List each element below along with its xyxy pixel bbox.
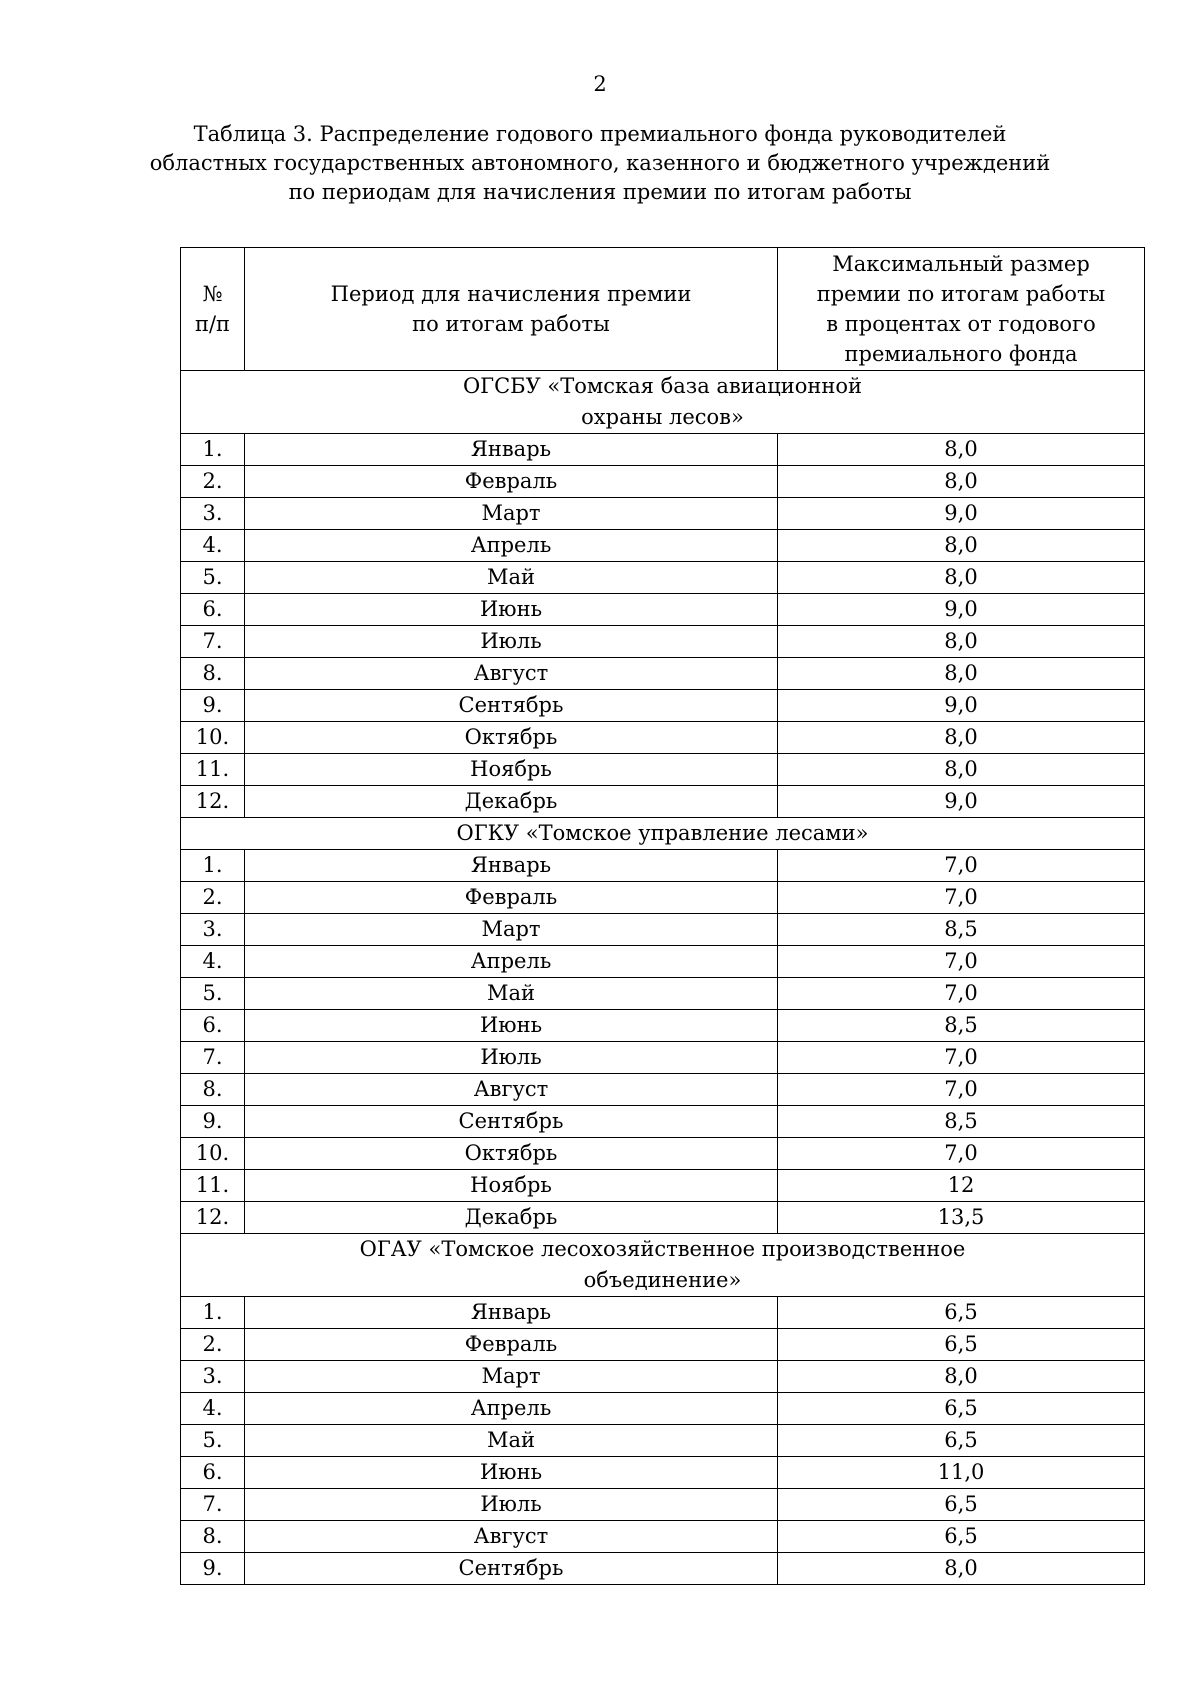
row-max-percent: 8,0 [778,434,1145,466]
header-max-line: премиального фонда [844,342,1078,366]
row-period: Декабрь [245,786,778,818]
header-period-line: по итогам работы [412,312,610,336]
table-row [181,690,1145,722]
table-row [181,1521,1145,1553]
row-period: Май [245,978,778,1010]
row-number: 3. [181,1361,245,1393]
row-max-percent: 8,0 [778,466,1145,498]
table-row [181,626,1145,658]
header-max-line: в процентах от годового [826,312,1096,336]
row-number: 9. [181,690,245,722]
row-period: Май [245,562,778,594]
row-number: 5. [181,562,245,594]
row-max-percent: 7,0 [778,978,1145,1010]
row-max-percent: 13,5 [778,1202,1145,1234]
row-period: Июль [245,1489,778,1521]
row-period: Февраль [245,466,778,498]
row-max-percent: 8,5 [778,1010,1145,1042]
row-max-percent: 9,0 [778,690,1145,722]
row-max-percent: 7,0 [778,882,1145,914]
row-period: Апрель [245,1393,778,1425]
row-max-percent: 8,0 [778,658,1145,690]
row-period: Март [245,1361,778,1393]
row-number: 7. [181,1489,245,1521]
table-row [181,786,1145,818]
table-row [181,658,1145,690]
table-row [181,1297,1145,1329]
row-max-percent: 8,0 [778,562,1145,594]
table-row [181,754,1145,786]
table-row [181,1042,1145,1074]
row-number: 10. [181,1138,245,1170]
row-number: 8. [181,658,245,690]
row-period: Апрель [245,946,778,978]
row-max-percent: 9,0 [778,786,1145,818]
row-max-percent: 8,0 [778,530,1145,562]
row-max-percent: 8,0 [778,754,1145,786]
section-title-line: ОГКУ «Томское управление лесами» [456,821,869,845]
row-period: Сентябрь [245,690,778,722]
row-max-percent: 6,5 [778,1393,1145,1425]
row-period: Январь [245,434,778,466]
table-row [181,1329,1145,1361]
row-period: Октябрь [245,1138,778,1170]
row-number: 6. [181,1010,245,1042]
header-num-line: № [202,282,223,306]
row-period: Сентябрь [245,1553,778,1585]
table-row [181,882,1145,914]
section-title-line: охраны лесов» [581,405,744,429]
header-max-line: премии по итогам работы [816,282,1106,306]
table-row [181,914,1145,946]
table-row [181,1393,1145,1425]
row-period: Июнь [245,1010,778,1042]
header-max [778,248,1145,371]
row-period: Март [245,914,778,946]
table-row [181,466,1145,498]
table-row [181,1074,1145,1106]
row-period: Июль [245,626,778,658]
table-row [181,498,1145,530]
table-row [181,562,1145,594]
table-row [181,1138,1145,1170]
section-title-line: ОГАУ «Томское лесохозяйственное производственное [359,1237,966,1261]
row-number: 4. [181,530,245,562]
caption-line: областных государственных автономного, казенного и бюджетного учреждений [149,151,1051,175]
row-number: 7. [181,1042,245,1074]
row-max-percent: 7,0 [778,946,1145,978]
section-title [181,1234,1145,1297]
section-title-line: объединение» [583,1268,742,1292]
row-period: Ноябрь [245,1170,778,1202]
row-period: Август [245,1521,778,1553]
table-row [181,946,1145,978]
table-row [181,850,1145,882]
table-row [181,1010,1145,1042]
table-row [181,434,1145,466]
table-row [181,1170,1145,1202]
row-max-percent: 8,5 [778,914,1145,946]
row-number: 1. [181,1297,245,1329]
row-max-percent: 8,0 [778,1361,1145,1393]
row-period: Апрель [245,530,778,562]
table-row [181,722,1145,754]
row-max-percent: 12 [778,1170,1145,1202]
row-number: 9. [181,1106,245,1138]
row-period: Февраль [245,882,778,914]
row-max-percent: 8,0 [778,626,1145,658]
row-number: 12. [181,1202,245,1234]
row-period: Май [245,1425,778,1457]
row-number: 6. [181,1457,245,1489]
table-header-row [181,248,1145,371]
row-period: Январь [245,850,778,882]
row-period: Август [245,658,778,690]
row-number: 8. [181,1074,245,1106]
row-period: Август [245,1074,778,1106]
row-number: 10. [181,722,245,754]
row-period: Июль [245,1042,778,1074]
row-number: 2. [181,882,245,914]
section-title [181,371,1145,434]
table-row [181,1553,1145,1585]
row-number: 1. [181,850,245,882]
header-num-line: п/п [194,312,231,336]
section-title-line: ОГСБУ «Томская база авиационной [462,374,863,398]
table-row [181,1361,1145,1393]
row-max-percent: 11,0 [778,1457,1145,1489]
row-max-percent: 7,0 [778,1138,1145,1170]
table-row [181,594,1145,626]
row-max-percent: 9,0 [778,594,1145,626]
table-row [181,1425,1145,1457]
row-number: 4. [181,946,245,978]
row-max-percent: 6,5 [778,1329,1145,1361]
row-period: Июнь [245,1457,778,1489]
row-period: Сентябрь [245,1106,778,1138]
row-number: 5. [181,978,245,1010]
table-row [181,530,1145,562]
row-number: 2. [181,466,245,498]
row-number: 3. [181,498,245,530]
row-max-percent: 9,0 [778,498,1145,530]
row-number: 6. [181,594,245,626]
row-period: Март [245,498,778,530]
row-max-percent: 6,5 [778,1297,1145,1329]
row-number: 1. [181,434,245,466]
section-header-row [181,1234,1145,1297]
header-period-line: Период для начисления премии [330,282,692,306]
row-period: Октябрь [245,722,778,754]
page-number: 2 [593,72,607,96]
table-row [181,1106,1145,1138]
row-number: 9. [181,1553,245,1585]
row-max-percent: 6,5 [778,1489,1145,1521]
row-number: 3. [181,914,245,946]
table-body [181,248,1145,1585]
row-max-percent: 6,5 [778,1521,1145,1553]
row-period: Январь [245,1297,778,1329]
caption-line: Таблица 3. Распределение годового премиального фонда руководителей [193,122,1007,146]
row-period: Июнь [245,594,778,626]
row-number: 4. [181,1393,245,1425]
row-number: 11. [181,754,245,786]
table-row [181,978,1145,1010]
row-max-percent: 8,5 [778,1106,1145,1138]
row-max-percent: 6,5 [778,1425,1145,1457]
row-max-percent: 7,0 [778,1074,1145,1106]
caption-line: по периодам для начисления премии по итогам работы [288,180,912,204]
row-max-percent: 7,0 [778,1042,1145,1074]
header-num [181,248,245,371]
section-header-row [181,371,1145,434]
table-row [181,1457,1145,1489]
table-caption [120,120,1080,207]
row-max-percent: 7,0 [778,850,1145,882]
row-number: 11. [181,1170,245,1202]
table-row [181,1202,1145,1234]
row-period: Ноябрь [245,754,778,786]
row-number: 12. [181,786,245,818]
table-row [181,1489,1145,1521]
section-header-row [181,818,1145,850]
row-period: Февраль [245,1329,778,1361]
section-title [181,818,1145,850]
row-number: 5. [181,1425,245,1457]
row-number: 8. [181,1521,245,1553]
row-number: 7. [181,626,245,658]
row-max-percent: 8,0 [778,722,1145,754]
row-number: 2. [181,1329,245,1361]
header-period [245,248,778,371]
header-max-line: Максимальный размер [832,252,1090,276]
row-max-percent: 8,0 [778,1553,1145,1585]
bonus-distribution-table [180,247,1145,1585]
row-period: Декабрь [245,1202,778,1234]
